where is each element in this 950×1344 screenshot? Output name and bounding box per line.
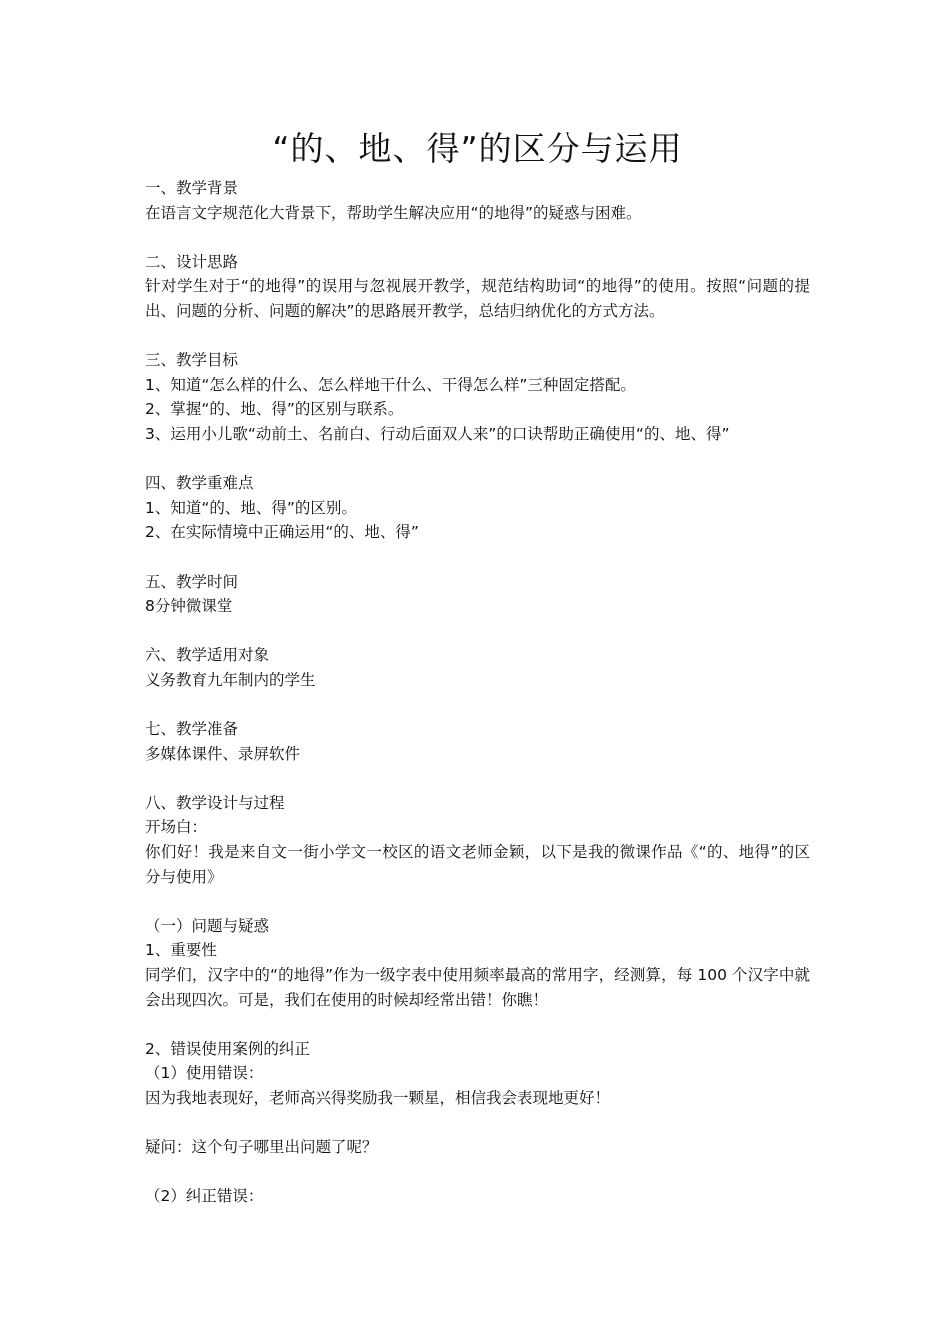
errors-heading: 2、错误使用案例的纠正 [145, 1039, 310, 1058]
blank-line [145, 545, 810, 570]
importance-text: 同学们，汉字中的“的地得”作为一级字表中使用频率最高的常用字，经测算，每 100 个汉字中就会出现四次。可是，我们在使用的时候却经常出错！你瞧！ [145, 966, 810, 1009]
blank-line [145, 619, 810, 644]
importance-heading: 1、重要性 [145, 941, 217, 960]
section-heading-background: 一、教学背景 [145, 179, 239, 197]
blank-line [145, 766, 810, 791]
blank-line [145, 692, 810, 717]
blank-line [145, 1012, 810, 1037]
section-heading-keypoints: 四、教学重难点 [145, 474, 254, 493]
part1-heading: （一）问题与疑惑 [145, 916, 270, 935]
keypoint-item: 1、知道“的、地、得”的区别。 [145, 498, 357, 517]
section-text-prep: 多媒体课件、录屏软件 [145, 744, 301, 763]
section-text-design: 针对学生对于“的地得”的误用与忽视展开教学，规范结构助词“的地得”的使用。按照“问题的提出、问题的分析、问题的解决”的思路展开教学，总结归纳优化的方式方法。 [145, 277, 810, 320]
error-use-label: （1）使用错误： [145, 1064, 264, 1083]
blank-line [145, 889, 810, 914]
blank-line [145, 225, 810, 250]
goal-item: 1、知道“怎么样的什么、怎么样地干什么、干得怎么样”三种固定搭配。 [145, 375, 636, 394]
goal-item: 2、掌握“的、地、得”的区别与联系。 [145, 400, 404, 419]
opening-text: 你们好！我是来自文一街小学文一校区的语文老师金颖，以下是我的微课作品《“的、地得”的区分与使用》 [145, 843, 810, 886]
section-text-audience: 义务教育九年制内的学生 [145, 670, 316, 689]
question-text: 疑问：这个句子哪里出问题了呢？ [145, 1138, 378, 1157]
blank-line [145, 447, 810, 472]
section-heading-time: 五、教学时间 [145, 572, 239, 591]
section-text-background: 在语言文字规范化大背景下，帮助学生解决应用“的地得”的疑惑与困难。 [145, 203, 642, 222]
blank-line [145, 1160, 810, 1185]
section-heading-audience: 六、教学适用对象 [145, 646, 270, 665]
section-text-time: 8分钟微课堂 [145, 597, 233, 616]
opening-label: 开场白： [145, 818, 208, 837]
document-title: “的、地、得”的区分与运用 [272, 129, 683, 168]
correct-label: （2）纠正错误： [145, 1187, 264, 1206]
section-heading-design: 二、设计思路 [145, 252, 239, 271]
error-sentence: 因为我地表现好，老师高兴得奖励我一颗星，相信我会表现地更好！ [145, 1088, 611, 1107]
blank-line [145, 324, 810, 349]
document-page [145, 126, 810, 1209]
section-heading-process: 八、教学设计与过程 [145, 793, 285, 812]
keypoint-item: 2、在实际情境中正确运用“的、地、得” [145, 523, 419, 542]
section-heading-goals: 三、教学目标 [145, 351, 239, 370]
section-heading-prep: 七、教学准备 [145, 720, 239, 739]
blank-line [145, 1111, 810, 1136]
goal-item: 3、运用小儿歌“动前土、名前白、行动后面双人来”的口诀帮助正确使用“的、地、得” [145, 424, 730, 443]
